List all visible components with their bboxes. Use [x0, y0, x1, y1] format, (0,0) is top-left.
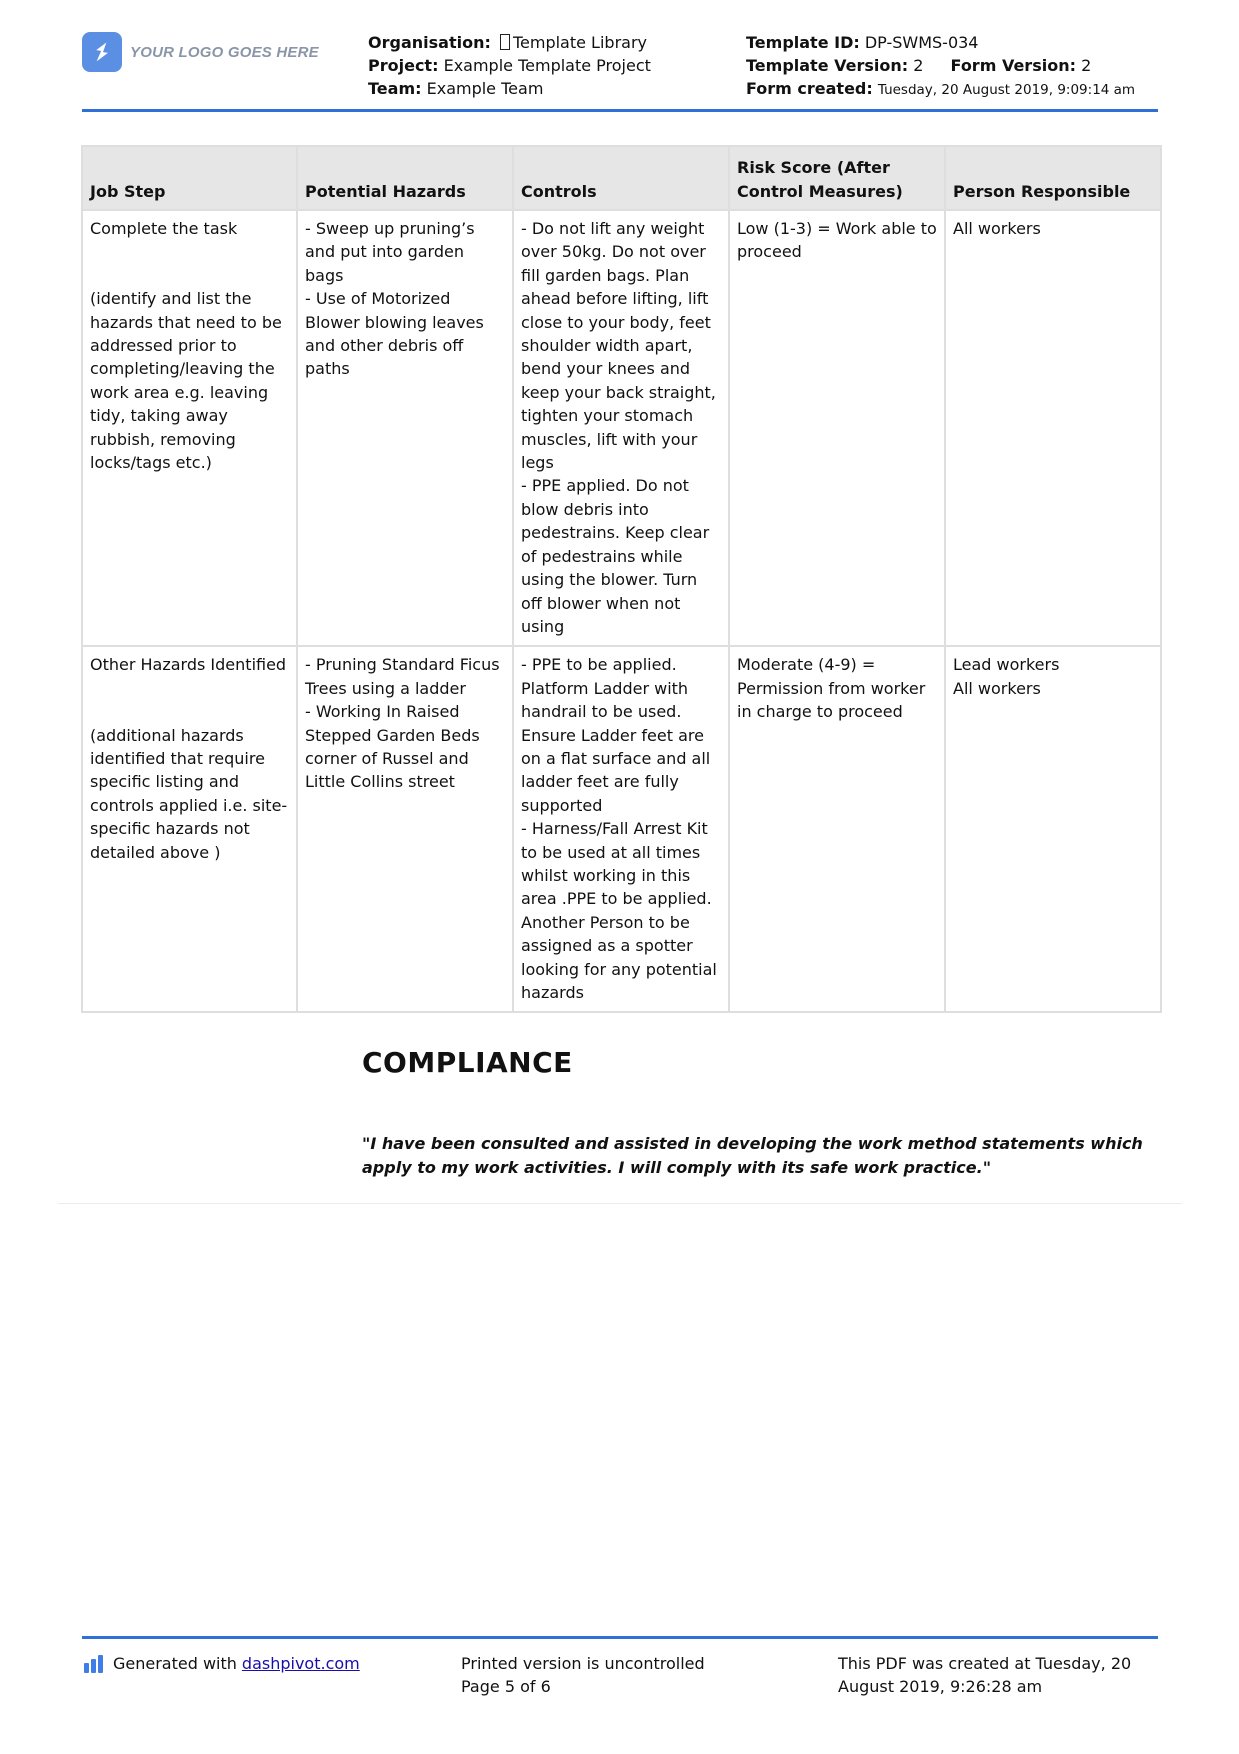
hazards-cell: - Pruning Standard Ficus Trees using a ladder - Working In Raised Stepped Garden Beds corner of Russel and Little Collins street: [297, 646, 513, 1012]
table-row: [82, 210, 1161, 646]
template-id-label: Template ID:: [746, 33, 860, 52]
form-created-value: Tuesday, 20 August 2019, 9:09:14 am: [877, 82, 1136, 98]
form-version-label: Form Version:: [950, 56, 1076, 75]
form-created-line: [746, 77, 1135, 102]
column-header-job-step: Job Step: [82, 146, 297, 210]
form-version-value: 2: [1081, 56, 1092, 75]
table-row: [82, 646, 1161, 1012]
risk-score-cell: Low (1-3) = Work able to proceed: [729, 210, 945, 646]
dashpivot-bars-icon: [84, 1655, 105, 1673]
generated-label: Generated with: [113, 1654, 237, 1673]
column-header-controls: Controls: [513, 146, 729, 210]
person-responsible-cell: All workers: [945, 210, 1161, 646]
column-header-risk-score: Risk Score (After Control Measures): [729, 146, 945, 210]
team-line: [368, 77, 651, 100]
compliance-heading: COMPLIANCE: [362, 1046, 573, 1079]
footer-generated: [84, 1652, 360, 1675]
project-label: Project:: [368, 56, 439, 75]
header-project-info: [368, 31, 651, 100]
project-value: Example Template Project: [443, 56, 651, 75]
header-template-info: [746, 31, 1135, 102]
column-header-potential-hazards: Potential Hazards: [297, 146, 513, 210]
footer-pdf-created: This PDF was created at Tuesday, 20 August 2019, 9:26:28 am: [838, 1654, 1132, 1696]
job-step-cell: Other Hazards Identified (additional hazards identified that require specific listing and controls applied i.e. site-specific hazards not detailed above ): [82, 646, 297, 1012]
person-responsible-cell: Lead workers All workers: [945, 646, 1161, 1012]
page-number: Page 5 of 6: [461, 1677, 551, 1696]
logo-text: YOUR LOGO GOES HERE: [130, 43, 319, 61]
company-logo: [82, 32, 319, 72]
controls-cell: - Do not lift any weight over 50kg. Do not over fill garden bags. Plan ahead before lifting, lift close to your body, feet shoulder width apart, bend your knees and keep your back straight, tighten your stomach muscles, lift with your legs - PPE applied. Do not blow debris into pedestrains. Keep clear of pedestrains while using the blower. Turn off blower when not using: [513, 210, 729, 646]
organisation-line: [368, 31, 651, 54]
team-value: Example Team: [426, 79, 544, 98]
header-divider: [82, 109, 1158, 112]
footer-divider: [82, 1636, 1158, 1639]
organisation-label: Organisation:: [368, 33, 491, 52]
version-line: [746, 54, 1135, 77]
footer-page-info: [461, 1652, 705, 1698]
template-version-label: Template Version:: [746, 56, 909, 75]
org-icon: [500, 34, 510, 50]
project-line: [368, 54, 651, 77]
organisation-value: Template Library: [512, 33, 647, 52]
team-label: Team:: [368, 79, 422, 98]
dashpivot-link[interactable]: dashpivot.com: [241, 1654, 360, 1673]
page-header: [82, 28, 1158, 110]
compliance-statement: "I have been consulted and assisted in developing the work method statements which apply to my work activities. I will comply with its safe work practice.": [362, 1134, 1143, 1177]
uncontrolled-notice: Printed version is uncontrolled: [461, 1654, 705, 1673]
section-divider: [58, 1203, 1182, 1204]
hazards-cell: - Sweep up pruning’s and put into garden bags - Use of Motorized Blower blowing leaves and other debris off paths: [297, 210, 513, 646]
swms-table: [81, 145, 1162, 1013]
job-step-cell: Complete the task (identify and list the hazards that need to be addressed prior to completing/leaving the work area e.g. leaving tidy, taking away rubbish, removing locks/tags etc.): [82, 210, 297, 646]
template-version-value: 2: [913, 56, 924, 75]
risk-score-cell: Moderate (4-9) = Permission from worker in charge to proceed: [729, 646, 945, 1012]
controls-cell: - PPE to be applied. Platform Ladder with handrail to be used. Ensure Ladder feet are on a flat surface and all ladder feet are fully supported - Harness/Fall Arrest Kit to be used at all times whilst working in this area .PPE to be applied. Another Person to be assigned as a spotter looking for any potential hazards: [513, 646, 729, 1012]
template-id-line: [746, 31, 1135, 54]
logo-icon: [82, 32, 122, 72]
column-header-person-responsible: Person Responsible: [945, 146, 1161, 210]
template-id-value: DP-SWMS-034: [864, 33, 979, 52]
table-header-row: [82, 146, 1161, 210]
form-created-label: Form created:: [746, 79, 873, 98]
